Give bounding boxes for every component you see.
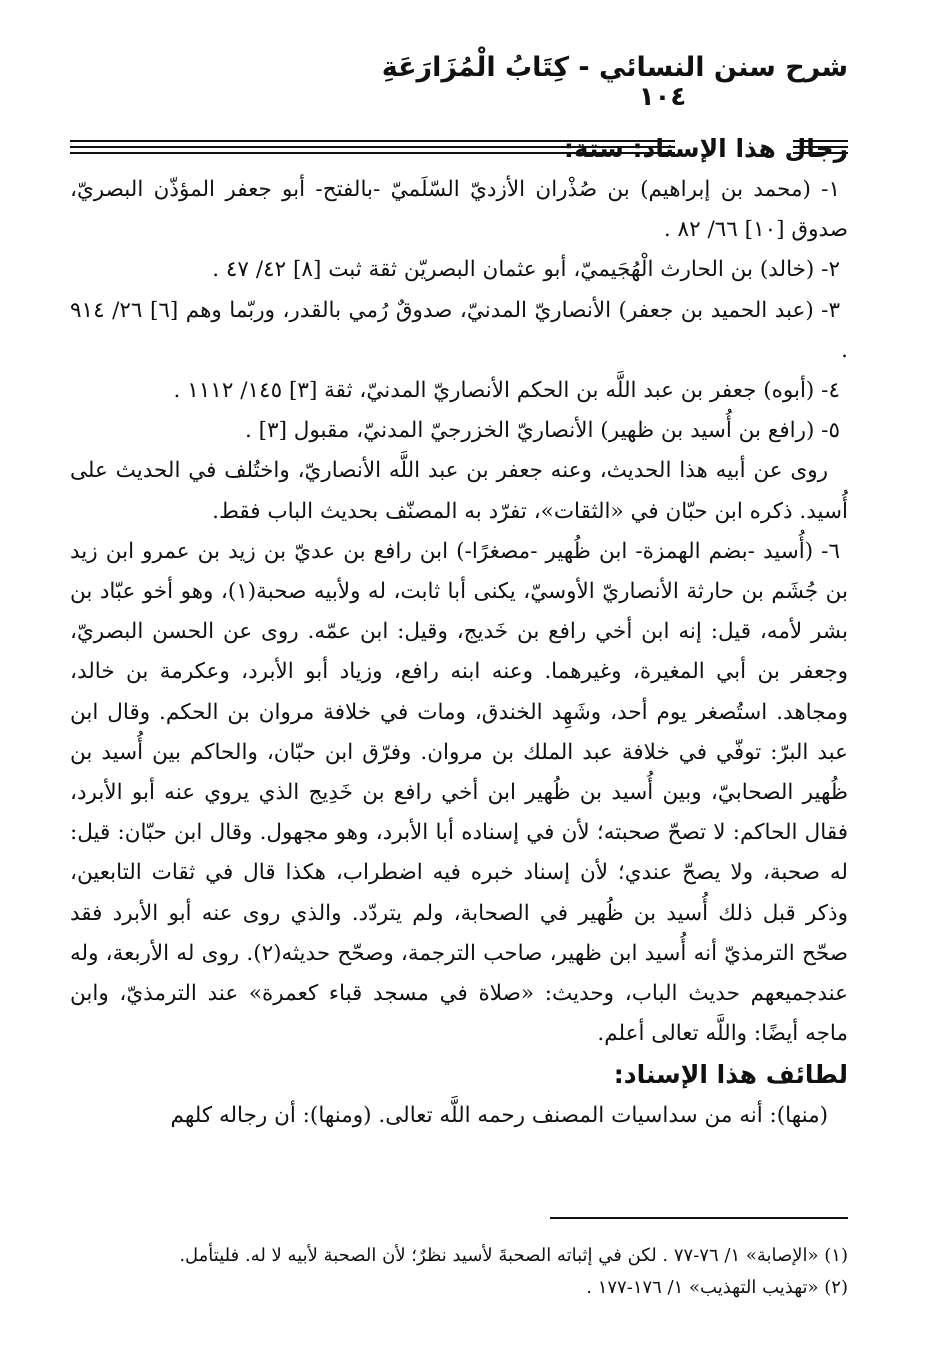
footnote-separator bbox=[550, 1217, 848, 1219]
running-header bbox=[70, 48, 848, 108]
footnote: (١) «الإصابة» ١/ ٧٦-٧٧ . لكن في إثباته الصحبةَ لأسيد نظرٌ؛ لأن الصحبة لأبيه لا له. فليتأمل. bbox=[179, 1245, 848, 1266]
narrator-note: روى عن أبيه هذا الحديث، وعنه جعفر بن عبد اللَّه الأنصاريّ، واختُلف في الحديث على أُسيد. ذكره ابن حبّان في «الثقات»، تفرّد به المصنّف بحديث الباب فقط. bbox=[70, 458, 848, 524]
narrator-entry: ٦- (أُسيد -بضم الهمزة- ابن ظُهير -مصغرًا-) ابن رافع بن عديّ بن زيد بن عمرو ابن زيد بن جُشَم بن حارثة الأنصاريّ الأوسيّ، يكنى أبا ثابت، له ولأبيه صحبة(١)، وهو أخو عبّاد بن بشر لأمه، قيل: إنه ابن أخي رافع بن خَديج، وقيل: ابن عمّه. روى عن الحسن البصريّ، وجعفر بن أبي المغيرة، وغيرهما. وعنه ابنه رافع، وزياد أبو الأبرد، وعكرمة بن خالد، ومجاهد. استُصغر يوم أحد، وشَهِد الخندق، ومات في خلافة مروان بن الحكم. وقال ابن عبد البرّ: توفّي في خلافة عبد الملك بن مروان. وفرّق ابن حبّان، والحاكم بين أُسيد بن ظُهير الصحابيّ، وبين أُسيد بن ظُهير ابن أخي رافع بن خَدِيج الذي يروي عنه أبو الأبرد، فقال الحاكم: لا تصحّ صحبته؛ لأن في إسناده أبا الأبرد، وهو مجهول. وقال ابن حبّان: قيل: له صحبة، ولا يصحّ عندي؛ لأن إسناد خبره فيه اضطراب، هكذا قال في ثقات التابعين، وذكر قبل ذلك أُسيد بن ظُهير في الصحابة، ولم يتردّد. والذي روى عنه أبو الأبرد فقد صحّح الترمذيّ أنه أُسيد ابن ظهير، صاحب الترجمة، وصحّح حديثه(٢). روى له الأربعة، وله عندجميعهم حديث الباب، وحديث: «صلاة في مسجد قباء كعمرة» عند الترمذيّ، وابن ماجه أيضًا: واللَّه تعالى أعلم. bbox=[70, 538, 848, 1047]
section-title-subtleties: لطائف هذا الإسناد: bbox=[613, 1060, 848, 1090]
footnote: (٢) «تهذيب التهذيب» ١/ ١٧٦-١٧٧ . bbox=[586, 1277, 848, 1298]
narrator-entry: ٤- (أبوه) جعفر بن عبد اللَّه بن الحكم الأنصاريّ المدنيّ، ثقة [٣] ١٤٥/ ١١١٢ . bbox=[173, 378, 840, 404]
narrator-entry: ٢- (خالد) بن الحارث الْهُجَيميّ، أبو عثمان البصريّن ثقة ثبت [٨] ٤٢/ ٤٧ . bbox=[212, 257, 840, 283]
subtleties-text: (منها): أنه من سداسيات المصنف رحمه اللَّه تعالى. (ومنها): أن رجاله كلهم bbox=[170, 1103, 828, 1129]
section-title-narrators: رجال هذا الإسناد: ستة: bbox=[563, 134, 848, 163]
narrator-entry: ١- (محمد بن إبراهيم) بن صُذْران الأزديّ السّلَميّ -بالفتح- أبو جعفر المؤذّن البصريّ، صدوق [١٠] ٦٦/ ٨٢ . bbox=[70, 177, 848, 243]
narrator-entry: ٥- (رافع بن أُسيد بن ظهير) الأنصاريّ الخزرجيّ المدنيّ، مقبول [٣] . bbox=[244, 418, 840, 444]
page-number: ١٠٤ bbox=[638, 82, 687, 112]
main-text bbox=[70, 128, 848, 1137]
narrator-entry: ٣- (عبد الحميد بن جعفر) الأنصاريّ المدنيّ، صدوقٌ رُمي بالقدر، وربّما وهم [٦] ٢٦/ ٩١٤ . bbox=[70, 297, 848, 363]
footnotes bbox=[70, 1240, 848, 1304]
header-title: شرح سنن النسائي - كِتَابُ الْمُزَارَعَةِ bbox=[381, 52, 848, 83]
